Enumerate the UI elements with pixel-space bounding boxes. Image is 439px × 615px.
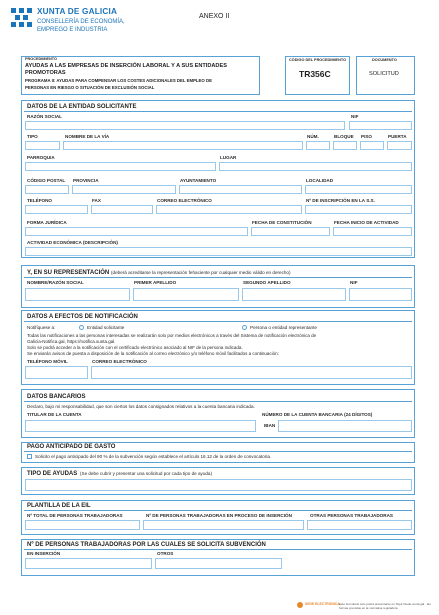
telefono-field[interactable] xyxy=(25,205,88,214)
rep-segundo-apellido-field[interactable] xyxy=(242,288,346,301)
radio-entity[interactable] xyxy=(79,325,84,330)
num-field[interactable] xyxy=(306,141,330,150)
fecha-constitucion-field[interactable] xyxy=(251,227,330,236)
label-correo: CORREO ELECTRÓNICO xyxy=(157,198,212,203)
otros-field[interactable] xyxy=(155,558,282,569)
label-numero-cuenta: NÚMERO DE LA CUENTA BANCARIA (24 DÍGITOS) xyxy=(262,412,373,417)
bank-title: DATOS BANCARIOS xyxy=(27,394,86,400)
codigo-postal-field[interactable] xyxy=(25,185,69,194)
procedure-label: PROCEDIMIENTO xyxy=(25,57,57,61)
notification-paragraph-4: Se enviarán avisos de puesta a disposición de la notificación al correo electrónico y/o teléfono móvil facilitados a continuación: xyxy=(27,351,279,356)
forma-juridica-field[interactable] xyxy=(25,227,248,236)
advance-title-rule xyxy=(24,451,412,452)
label-staff-total: Nº TOTAL DE PERSONAS TRABAJADORAS xyxy=(27,513,123,518)
bank-declaration: Declaro, bajo mi responsabilidad, que son ciertos los datos consignados relativos a la cuenta bancaria indicada. xyxy=(27,404,255,409)
label-ayuntamiento: AYUNTAMIENTO xyxy=(180,178,217,183)
label-piso: PISO xyxy=(361,134,372,139)
rep-primer-apellido-field[interactable] xyxy=(133,288,239,301)
notification-paragraph-1: Todas las notificaciones a las personas interesadas se realizarán solo por medios electrónicos a través del Sistema de notificación electrónica de xyxy=(27,333,317,338)
piso-field[interactable] xyxy=(360,141,384,150)
advance-title: PAGO ANTICIPADO DE GASTO xyxy=(27,444,116,450)
staff-insercion-field[interactable] xyxy=(143,520,304,530)
staff-title-rule xyxy=(24,510,412,511)
program-line-2: PERSONAS EN RIESGO O SITUACIÓN DE EXCLUSIÓN SOCIAL xyxy=(25,85,155,90)
procedure-code-label: CÓDIGO DEL PROCEDIMIENTO xyxy=(289,58,347,62)
nombre-via-field[interactable] xyxy=(63,141,303,150)
bank-title-rule xyxy=(24,401,412,402)
label-titular: TITULAR DE LA CUENTA xyxy=(27,412,82,417)
aid-type-field[interactable] xyxy=(25,479,412,491)
advance-checkbox-label: Solicito el pago anticipado del 90 % de la subvención según establece el artículo 16.12 de la orden de convocatoria. xyxy=(35,454,272,459)
lugar-field[interactable] xyxy=(219,162,412,171)
advance-checkbox[interactable] xyxy=(27,454,32,459)
dept-line-1: CONSELLERÍA DE ECONOMÍA, xyxy=(37,19,125,25)
label-num: NÚM. xyxy=(307,134,319,139)
notify-to-label: Notifíquese a: xyxy=(27,325,56,330)
label-movil: TELÉFONO MÓVIL xyxy=(27,359,68,364)
label-bloque: BLOQUE xyxy=(334,134,354,139)
label-localidad: LOCALIDAD xyxy=(306,178,334,183)
label-nombre-via: NOMBRE DE LA VÍA xyxy=(65,134,110,139)
subsidy-title-rule xyxy=(24,549,412,550)
nif-field[interactable] xyxy=(349,121,412,130)
document-label: DOCUMENTO xyxy=(372,58,397,62)
label-staff-insercion: Nº DE PERSONAS TRABAJADORAS EN PROCESO DE INSERCIÓN xyxy=(146,513,292,518)
entity-title: DATOS DE LA ENTIDAD SOLICITANTE xyxy=(27,104,137,110)
ayuntamiento-field[interactable] xyxy=(179,185,302,194)
label-num-ss: Nº DE INSCRIPCIÓN EN LA S.S. xyxy=(306,198,375,203)
titular-field[interactable] xyxy=(25,420,256,432)
razon-social-field[interactable] xyxy=(25,121,345,130)
fax-field[interactable] xyxy=(91,205,153,214)
entity-title-rule xyxy=(24,111,412,112)
procedure-title-2: PROMOTORAS xyxy=(25,70,66,76)
sede-icon xyxy=(297,602,303,608)
label-puerta: PUERTA xyxy=(388,134,407,139)
aid-type-note: (Se debe cubrir y presentar una solicitud por cada tipo de ayuda) xyxy=(80,471,213,476)
label-forma-juridica: FORMA JURÍDICA xyxy=(27,220,67,225)
document-value: SOLICITUD xyxy=(369,71,399,77)
label-lugar: LUGAR xyxy=(220,155,237,160)
localidad-field[interactable] xyxy=(305,185,412,194)
provincia-field[interactable] xyxy=(72,185,176,194)
staff-title: PLANTILLA DE LA EIL xyxy=(27,503,91,509)
iban-field[interactable] xyxy=(278,420,412,432)
procedure-title-1: AYUDAS A LAS EMPRESAS DE INSERCIÓN LABORAL Y A SUS ENTIDADES xyxy=(25,63,227,69)
radio-representative[interactable] xyxy=(242,325,247,330)
label-actividad: ACTIVIDAD ECONÓMICA (DESCRIPCIÓN) xyxy=(27,240,118,245)
label-razon-social: RAZÓN SOCIAL xyxy=(27,114,62,119)
label-parroquia: PARROQUIA xyxy=(27,155,55,160)
label-rep-nif: NIF xyxy=(350,280,358,285)
notification-title-rule xyxy=(24,321,412,322)
subsidy-title: Nº DE PERSONAS TRABAJADORAS POR LAS CUALES SE SOLICITA SUBVENCIÓN xyxy=(27,542,266,548)
label-iban: IBAN xyxy=(264,423,276,428)
rep-nif-field[interactable] xyxy=(349,288,412,301)
procedure-code-value: TR356C xyxy=(299,69,331,79)
xunta-logo xyxy=(10,6,34,30)
label-fecha-inicio: FECHA INICIO DE ACTIVIDAD xyxy=(334,220,399,225)
aid-type-title: TIPO DE AYUDAS xyxy=(27,471,78,477)
label-tipo: TIPO xyxy=(27,134,38,139)
rep-nombre-field[interactable] xyxy=(25,288,130,301)
label-rep-nombre: NOMBRE/RAZÓN SOCIAL xyxy=(27,280,84,285)
label-fax: FAX xyxy=(92,198,101,203)
label-codigo-postal: CÓDIGO POSTAL xyxy=(27,178,66,183)
tipo-field[interactable] xyxy=(25,141,60,150)
correo-field[interactable] xyxy=(156,205,302,214)
label-rep-segundo-apellido: SEGUNDO APELLIDO xyxy=(243,280,291,285)
representation-note: (deberá acreditarse la representación fehaciente por cualquier medio válido en derecho) xyxy=(111,270,291,275)
actividad-field[interactable] xyxy=(25,247,412,256)
parroquia-field[interactable] xyxy=(25,162,216,171)
num-ss-field[interactable] xyxy=(305,205,412,214)
staff-otras-field[interactable] xyxy=(307,520,412,530)
org-name: XUNTA DE GALICIA xyxy=(37,7,118,16)
notification-paragraph-2: Galicia-Notifica.gal, https://notifica.xunta.gal. xyxy=(27,339,116,344)
footer-text: Este formulario solo podrá presentarse en https://sede.xunta.gal · las formas previstas en la normativa reguladora xyxy=(339,602,431,610)
representation-title-rule xyxy=(24,277,412,278)
label-rep-primer-apellido: PRIMER APELLIDO xyxy=(134,280,177,285)
label-fecha-constitucion: FECHA DE CONSTITUCIÓN xyxy=(252,220,312,225)
representation-title: Y, EN SU REPRESENTACIÓN xyxy=(27,270,110,276)
label-notif-correo: CORREO ELECTRÓNICO xyxy=(92,359,147,364)
puerta-field[interactable] xyxy=(387,141,412,150)
radio-representative-label: Persona o entidad representante xyxy=(250,325,317,330)
annex-label: ANEXO II xyxy=(199,13,230,20)
bloque-field[interactable] xyxy=(333,141,357,150)
label-en-insercion: EN INSERCIÓN xyxy=(27,551,61,556)
movil-field[interactable] xyxy=(25,366,88,379)
dept-line-2: EMPREGO E INDUSTRIA xyxy=(37,27,108,33)
radio-entity-label: Entidad solicitante xyxy=(87,325,125,330)
label-provincia: PROVINCIA xyxy=(73,178,99,183)
staff-total-field[interactable] xyxy=(25,520,140,530)
fecha-inicio-field[interactable] xyxy=(333,227,412,236)
label-nif: NIF xyxy=(351,114,359,119)
program-line-1: PROGRAMA II: AYUDAS PARA COMPENSAR LOS COSTES ADICIONALES DEL EMPLEO DE xyxy=(25,78,212,83)
label-staff-otras: OTRAS PERSONAS TRABAJADORAS xyxy=(310,513,393,518)
notification-title: DATOS A EFECTOS DE NOTIFICACIÓN xyxy=(27,314,138,320)
label-telefono: TELÉFONO xyxy=(27,198,53,203)
footer-badge: SEDE ELECTRÓNICA xyxy=(305,602,340,606)
notif-correo-field[interactable] xyxy=(91,366,412,379)
notification-paragraph-3: Solo se podrá acceder a la notificación con el certificado electrónico asociado al NIF de la persona indicada. xyxy=(27,345,243,350)
label-otros: OTROS xyxy=(157,551,174,556)
en-insercion-field[interactable] xyxy=(25,558,152,569)
